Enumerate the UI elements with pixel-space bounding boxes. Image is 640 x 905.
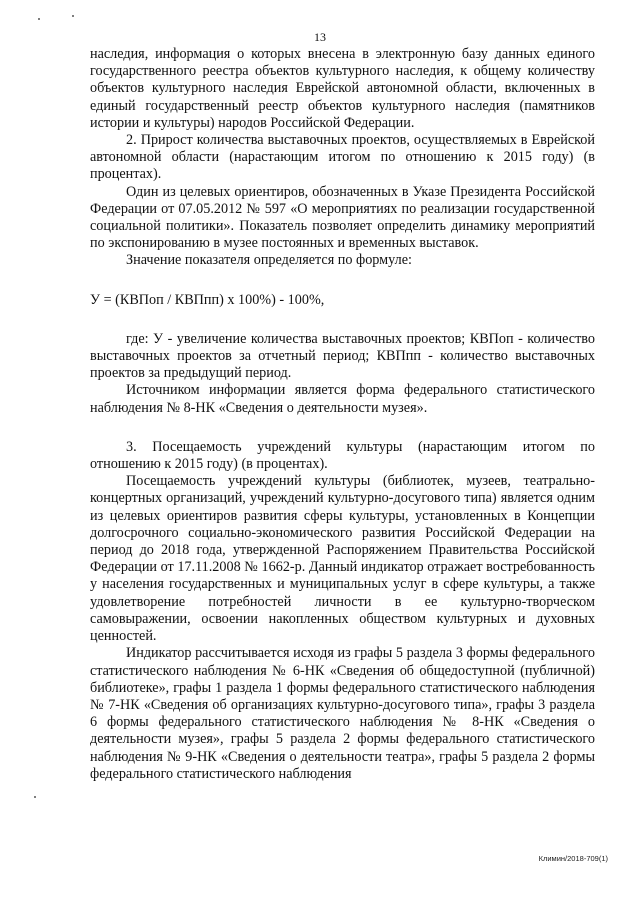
paragraph: Индикатор рассчитывается исходя из графы 5 раздела 3 формы федерального статистического наблюдения № 6-НК «Сведения об общедоступной (публичной) библиотеке», графы 1 раздела 1 формы федерального статистического наблюдения № 7-НК «Сведения об организациях культурно-досугового типа», графы 3 раздела 6 формы федерального статистического наблюдения № 8-НК «Сведения о деятельности музея», графы 5 раздела 2 формы федерального статистического наблюдения № 9-НК «Сведения о деятельности театра», графы 5 раздела 2 формы федерального статистического наблюдения [90, 645, 595, 782]
paragraph: 2. Прирост количества выставочных проектов, осуществляемых в Еврейской автономной области (нарастающим итогом по отношению к 2015 году) (в процентах). [90, 132, 595, 183]
scan-speck [34, 796, 36, 798]
footer-stamp: Климин/2018-709(1) [538, 854, 608, 863]
paragraph: Один из целевых ориентиров, обозначенных в Указе Президента Российской Федерации от 07.05.2012 № 597 «О мероприятиях по реализации государственной социальной политики». Показатель позволяет определить динамику мероприятий по экспонированию в музее постоянных и временных выставок. [90, 183, 595, 252]
paragraph: наследия, информация о которых внесена в электронную базу данных единого государственного реестра объектов культурного наследия, к общему количеству объектов культурного наследия Еврейской автономной области, включенных в единый государственный реестр объектов культурного наследия (памятников истории и культуры) народов Российской Федерации. [90, 46, 595, 131]
scan-speck [72, 15, 74, 17]
paragraph: Посещаемость учреждений культуры (библиотек, музеев, театрально-концертных организаций, учреждений культурно-досугового типа) является одним из целевых ориентиров развития сферы культуры, установленных в Концепции долгосрочного социально-экономического развития Российской Федерации на период до 2018 года, утвержденной Распоряжением Правительства Российской Федерации от 17.11.2008 № 1662-р. Данный индикатор отражает востребованность у населения государственных и муниципальных услуг в сфере культуры, а также удовлетворение потребностей личности в ее культурно-творческом самовыражении, освоении накопленных обществом культурных и духовных ценностей. [90, 473, 595, 645]
paragraph: Источником информации является форма федерального статистического наблюдения № 8-НК «Сведения о деятельности музея». [90, 382, 595, 416]
paragraph: Значение показателя определяется по формуле: [126, 252, 412, 269]
document-body [90, 46, 595, 783]
formula: У = (КВПоп / КВПпп) x 100%) - 100%, [90, 291, 325, 308]
scan-speck [38, 18, 40, 20]
spacer [90, 417, 595, 439]
section-heading: 3. Посещаемость учреждений культуры (нарастающим итогом по отношению к 2015 году) (в процентах). [90, 438, 595, 473]
paragraph: где: У - увеличение количества выставочных проектов; КВПоп - количество выставочных проектов за отчетный период; КВПпп - количество выставочных проектов за предыдущий период. [90, 330, 595, 382]
page-number: 13 [314, 30, 326, 44]
